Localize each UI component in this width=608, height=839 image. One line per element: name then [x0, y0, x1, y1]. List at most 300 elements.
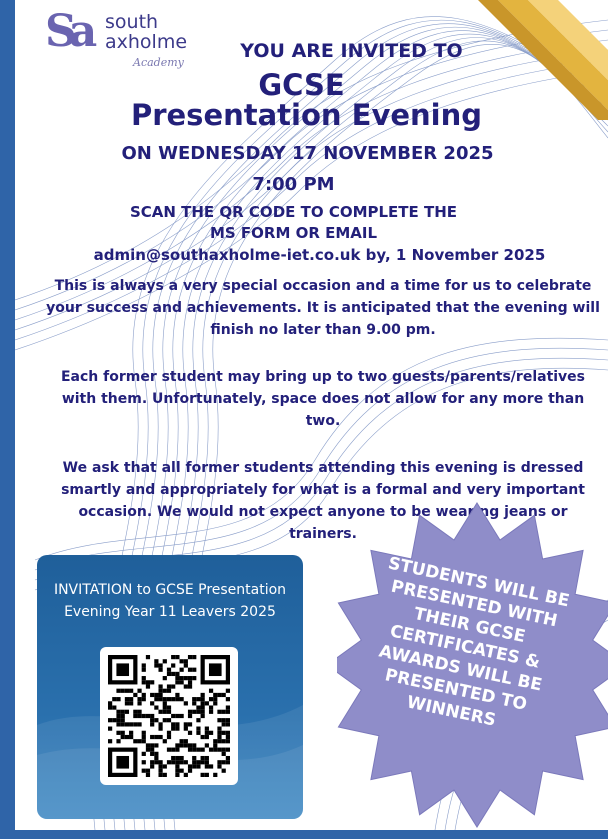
- qr-module: [163, 710, 167, 714]
- qr-module: [150, 680, 154, 684]
- qr-module: [116, 739, 120, 743]
- qr-module: [226, 739, 230, 743]
- qr-module: [158, 760, 162, 764]
- qr-module: [142, 714, 146, 718]
- qr-module: [192, 697, 196, 701]
- qr-module: [108, 739, 112, 743]
- qr-module: [133, 739, 137, 743]
- qr-module: [205, 727, 209, 731]
- qr-module: [167, 718, 171, 722]
- qr-module: [158, 697, 162, 701]
- logo-line-3: Academy: [133, 56, 184, 69]
- qr-module: [175, 727, 179, 731]
- qr-module: [150, 748, 154, 752]
- qr-module: [184, 676, 188, 680]
- qr-module: [184, 701, 188, 705]
- qr-module: [167, 689, 171, 693]
- qr-module: [175, 655, 179, 659]
- qr-module: [226, 748, 230, 752]
- qr-module: [188, 748, 192, 752]
- qr-module: [192, 756, 196, 760]
- qr-module: [142, 752, 146, 756]
- qr-module: [226, 689, 230, 693]
- qr-module: [158, 764, 162, 768]
- qr-module: [196, 718, 200, 722]
- qr-module: [137, 701, 141, 705]
- qr-module: [154, 693, 158, 697]
- qr-module: [188, 680, 192, 684]
- qr-module: [217, 760, 221, 764]
- qr-module: [158, 727, 162, 731]
- qr-module: [171, 748, 175, 752]
- qr-module: [150, 752, 154, 756]
- logo-mark: Sa: [45, 6, 90, 57]
- qr-module: [171, 672, 175, 676]
- qr-module: [146, 769, 150, 773]
- qr-module: [129, 689, 133, 693]
- qr-finder: [116, 756, 129, 769]
- qr-module: [163, 764, 167, 768]
- qr-module: [222, 718, 226, 722]
- qr-module: [158, 663, 162, 667]
- qr-module: [133, 710, 137, 714]
- qr-module: [137, 689, 141, 693]
- qr-module: [167, 735, 171, 739]
- qr-module: [192, 676, 196, 680]
- qr-module: [175, 672, 179, 676]
- qr-module: [217, 764, 221, 768]
- gcse-title: GCSE: [258, 68, 345, 102]
- qr-module: [158, 689, 162, 693]
- qr-module: [209, 731, 213, 735]
- qr-module: [129, 735, 133, 739]
- qr-module: [121, 718, 125, 722]
- qr-module: [133, 714, 137, 718]
- qr-module: [180, 743, 184, 747]
- qr-module: [137, 722, 141, 726]
- qr-module: [217, 718, 221, 722]
- qr-module: [226, 697, 230, 701]
- qr-module: [226, 722, 230, 726]
- qr-module: [154, 752, 158, 756]
- qr-module: [196, 748, 200, 752]
- qr-module: [209, 748, 213, 752]
- qr-module: [175, 769, 179, 773]
- qr-module: [205, 756, 209, 760]
- qr-module: [146, 684, 150, 688]
- qr-module: [137, 714, 141, 718]
- qr-module: [175, 756, 179, 760]
- qr-module: [217, 735, 221, 739]
- qr-module: [171, 722, 175, 726]
- qr-module: [188, 676, 192, 680]
- qr-module: [209, 705, 213, 709]
- qr-module: [112, 705, 116, 709]
- invitation-card: [15, 0, 608, 830]
- qr-module: [201, 748, 205, 752]
- qr-module: [142, 680, 146, 684]
- qr-module: [184, 727, 188, 731]
- qr-module: [163, 659, 167, 663]
- qr-module: [192, 748, 196, 752]
- qr-module: [125, 697, 129, 701]
- qr-module: [222, 748, 226, 752]
- qr-module: [209, 764, 213, 768]
- qr-module: [158, 684, 162, 688]
- qr-module: [175, 714, 179, 718]
- qr-module: [192, 743, 196, 747]
- qr-module: [116, 718, 120, 722]
- qr-module: [192, 760, 196, 764]
- qr-module: [167, 705, 171, 709]
- qr-module: [154, 756, 158, 760]
- paragraph-guests: Each former student may bring up to two guests/parents/relatives with them. Unfortunately, space does not allow for any more than two.: [60, 369, 586, 429]
- qr-module: [116, 710, 120, 714]
- qr-module: [217, 693, 221, 697]
- qr-module: [175, 697, 179, 701]
- qr-module: [180, 756, 184, 760]
- qr-module: [222, 710, 226, 714]
- qr-module: [171, 756, 175, 760]
- qr-module: [226, 705, 230, 709]
- qr-module: [180, 659, 184, 663]
- qr-module: [171, 714, 175, 718]
- qr-module: [184, 739, 188, 743]
- qr-module: [116, 722, 120, 726]
- qr-module: [146, 655, 150, 659]
- scan-line-2: MS FORM OR EMAIL: [209, 224, 378, 242]
- qr-module: [133, 722, 137, 726]
- qr-module: [175, 722, 179, 726]
- qr-module: [167, 748, 171, 752]
- qr-module: [171, 663, 175, 667]
- qr-module: [188, 764, 192, 768]
- qr-module: [201, 760, 205, 764]
- logo-line-1: south: [105, 11, 159, 33]
- qr-module: [180, 668, 184, 672]
- qr-module: [167, 668, 171, 672]
- qr-module: [184, 663, 188, 667]
- qr-module: [129, 731, 133, 735]
- qr-module: [108, 718, 112, 722]
- qr-module: [175, 680, 179, 684]
- qr-module: [226, 760, 230, 764]
- qr-module: [142, 668, 146, 672]
- qr-module: [158, 693, 162, 697]
- qr-module: [171, 760, 175, 764]
- qr-module: [205, 701, 209, 705]
- qr-module: [222, 739, 226, 743]
- qr-module: [154, 659, 158, 663]
- qr-module: [116, 697, 120, 701]
- qr-module: [163, 739, 167, 743]
- qr-module: [213, 739, 217, 743]
- qr-module: [196, 710, 200, 714]
- qr-module: [158, 668, 162, 672]
- qr-module: [180, 714, 184, 718]
- qr-module: [129, 722, 133, 726]
- qr-module: [146, 748, 150, 752]
- qr-module: [217, 748, 221, 752]
- qr-code[interactable]: [100, 647, 238, 785]
- qr-module: [150, 714, 154, 718]
- qr-module: [116, 714, 120, 718]
- qr-module: [180, 680, 184, 684]
- qr-module: [158, 769, 162, 773]
- qr-module: [184, 659, 188, 663]
- qr-module: [112, 718, 116, 722]
- qr-module: [125, 710, 129, 714]
- qr-module: [201, 697, 205, 701]
- scan-line-1: SCAN THE QR CODE TO COMPLETE THE: [129, 203, 458, 221]
- qr-module: [154, 718, 158, 722]
- qr-finder: [209, 663, 222, 676]
- qr-module: [150, 760, 154, 764]
- qr-module: [137, 739, 141, 743]
- qr-module: [116, 689, 120, 693]
- qr-module: [201, 705, 205, 709]
- qr-module: [150, 693, 154, 697]
- qr-module: [112, 697, 116, 701]
- qr-module: [121, 714, 125, 718]
- event-time: 7:00 PM: [252, 174, 335, 195]
- scan-instruction: [15, 202, 590, 244]
- qr-module: [217, 710, 221, 714]
- qr-code-icon: [108, 655, 230, 777]
- qr-module: [209, 697, 213, 701]
- qr-module: [142, 735, 146, 739]
- qr-module: [213, 748, 217, 752]
- qr-module: [222, 760, 226, 764]
- qr-module: [213, 773, 217, 777]
- qr-module: [167, 697, 171, 701]
- qr-module: [188, 731, 192, 735]
- qr-module: [180, 760, 184, 764]
- qr-module: [213, 743, 217, 747]
- qr-module: [217, 727, 221, 731]
- qr-module: [184, 773, 188, 777]
- qr-module: [201, 735, 205, 739]
- qr-module: [108, 705, 112, 709]
- paragraph-dress-code: We ask that all former students attending this evening is dressed smartly and appropriately for what is a formal and very important occasion. We would not expect anyone to be wearing jeans or trainers.: [61, 460, 585, 542]
- qr-module: [196, 760, 200, 764]
- qr-module: [129, 697, 133, 701]
- qr-module: [158, 710, 162, 714]
- qr-module: [192, 710, 196, 714]
- qr-module: [142, 693, 146, 697]
- qr-module: [167, 684, 171, 688]
- qr-module: [184, 684, 188, 688]
- qr-module: [226, 710, 230, 714]
- qr-card-title: INVITATION to GCSE Presentation Evening Year 11 Leavers 2025: [53, 582, 287, 620]
- corner-ribbon: [468, 0, 608, 120]
- qr-module: [188, 769, 192, 773]
- qr-module: [171, 655, 175, 659]
- qr-module: [108, 727, 112, 731]
- qr-module: [196, 731, 200, 735]
- qr-module: [188, 655, 192, 659]
- qr-module: [150, 735, 154, 739]
- qr-module: [163, 718, 167, 722]
- qr-module: [142, 769, 146, 773]
- qr-module: [154, 735, 158, 739]
- qr-module: [188, 722, 192, 726]
- qr-module: [163, 701, 167, 705]
- qr-module: [201, 756, 205, 760]
- qr-module: [167, 760, 171, 764]
- qr-module: [180, 676, 184, 680]
- qr-module: [150, 743, 154, 747]
- qr-module: [167, 672, 171, 676]
- qr-finder: [116, 663, 129, 676]
- qr-module: [222, 693, 226, 697]
- qr-module: [154, 697, 158, 701]
- qr-module: [121, 735, 125, 739]
- qr-module: [175, 773, 179, 777]
- qr-module: [158, 735, 162, 739]
- qr-module: [226, 756, 230, 760]
- qr-module: [125, 722, 129, 726]
- qr-module: [175, 748, 179, 752]
- qr-module: [163, 676, 167, 680]
- contact-email[interactable]: admin@southaxholme-iet.co.uk by, 1 November 2025: [93, 246, 546, 264]
- paragraph-occasion: This is always a very special occasion and a time for us to celebrate your success and achievements. It is anticipated that the evening will finish no later than 9.00 pm.: [46, 278, 600, 338]
- qr-module: [116, 731, 120, 735]
- qr-module: [196, 764, 200, 768]
- qr-module: [188, 684, 192, 688]
- qr-module: [150, 764, 154, 768]
- qr-module: [213, 697, 217, 701]
- qr-module: [205, 760, 209, 764]
- qr-module: [222, 769, 226, 773]
- qr-module: [184, 743, 188, 747]
- qr-module: [205, 764, 209, 768]
- qr-module: [175, 743, 179, 747]
- qr-module: [154, 705, 158, 709]
- qr-module: [142, 731, 146, 735]
- qr-module: [201, 714, 205, 718]
- qr-module: [217, 731, 221, 735]
- qr-module: [213, 701, 217, 705]
- qr-module: [163, 773, 167, 777]
- qr-module: [209, 689, 213, 693]
- qr-module: [171, 697, 175, 701]
- qr-module: [213, 693, 217, 697]
- qr-module: [150, 718, 154, 722]
- qr-module: [188, 743, 192, 747]
- qr-module: [142, 697, 146, 701]
- qr-module: [121, 710, 125, 714]
- qr-module: [154, 663, 158, 667]
- qr-module: [184, 722, 188, 726]
- qr-module: [125, 735, 129, 739]
- qr-module: [205, 731, 209, 735]
- qr-module: [222, 752, 226, 756]
- qr-module: [142, 760, 146, 764]
- qr-module: [201, 710, 205, 714]
- qr-module: [129, 701, 133, 705]
- qr-module: [226, 718, 230, 722]
- qr-module: [167, 710, 171, 714]
- qr-module: [125, 689, 129, 693]
- qr-module: [108, 701, 112, 705]
- qr-module: [217, 739, 221, 743]
- qr-module: [142, 739, 146, 743]
- starburst-text: STUDENTS WILL BE PRESENTED WITH THEIR GCSE CERTIFICATES & AWARDS WILL BE PRESENTED TO WINNERS: [377, 553, 572, 731]
- qr-module: [146, 743, 150, 747]
- invited-heading: YOU ARE INVITED TO: [240, 40, 463, 62]
- qr-module: [137, 710, 141, 714]
- qr-module: [209, 710, 213, 714]
- qr-module: [192, 668, 196, 672]
- qr-module: [184, 760, 188, 764]
- qr-module: [201, 693, 205, 697]
- qr-invitation-card: [37, 555, 303, 819]
- qr-module: [175, 764, 179, 768]
- qr-module: [188, 710, 192, 714]
- qr-module: [188, 714, 192, 718]
- qr-module: [196, 697, 200, 701]
- qr-module: [150, 722, 154, 726]
- qr-module: [158, 773, 162, 777]
- qr-module: [133, 693, 137, 697]
- qr-module: [154, 743, 158, 747]
- logo-line-2: axholme: [105, 31, 188, 53]
- qr-module: [192, 701, 196, 705]
- qr-module: [188, 668, 192, 672]
- qr-module: [192, 655, 196, 659]
- qr-module: [154, 760, 158, 764]
- qr-module: [121, 722, 125, 726]
- qr-module: [175, 676, 179, 680]
- qr-module: [222, 722, 226, 726]
- qr-module: [192, 764, 196, 768]
- qr-module: [201, 773, 205, 777]
- qr-module: [125, 701, 129, 705]
- qr-module: [175, 693, 179, 697]
- qr-module: [163, 697, 167, 701]
- qr-module: [146, 680, 150, 684]
- qr-module: [142, 676, 146, 680]
- qr-module: [121, 731, 125, 735]
- event-title: Presentation Evening: [130, 98, 483, 132]
- qr-module: [142, 663, 146, 667]
- qr-module: [201, 701, 205, 705]
- qr-module: [163, 689, 167, 693]
- qr-module: [205, 743, 209, 747]
- qr-module: [121, 689, 125, 693]
- qr-module: [171, 727, 175, 731]
- qr-module: [137, 697, 141, 701]
- qr-module: [146, 714, 150, 718]
- qr-module: [171, 684, 175, 688]
- qr-module: [226, 735, 230, 739]
- qr-module: [205, 773, 209, 777]
- qr-module: [222, 731, 226, 735]
- qr-module: [158, 722, 162, 726]
- qr-module: [180, 769, 184, 773]
- event-date: ON WEDNESDAY 17 NOVEMBER 2025: [121, 143, 494, 164]
- qr-module: [150, 701, 154, 705]
- qr-module: [226, 731, 230, 735]
- qr-module: [175, 760, 179, 764]
- qr-module: [146, 773, 150, 777]
- qr-module: [163, 705, 167, 709]
- qr-module: [167, 731, 171, 735]
- qr-module: [196, 705, 200, 709]
- qr-module: [180, 697, 184, 701]
- qr-module: [205, 735, 209, 739]
